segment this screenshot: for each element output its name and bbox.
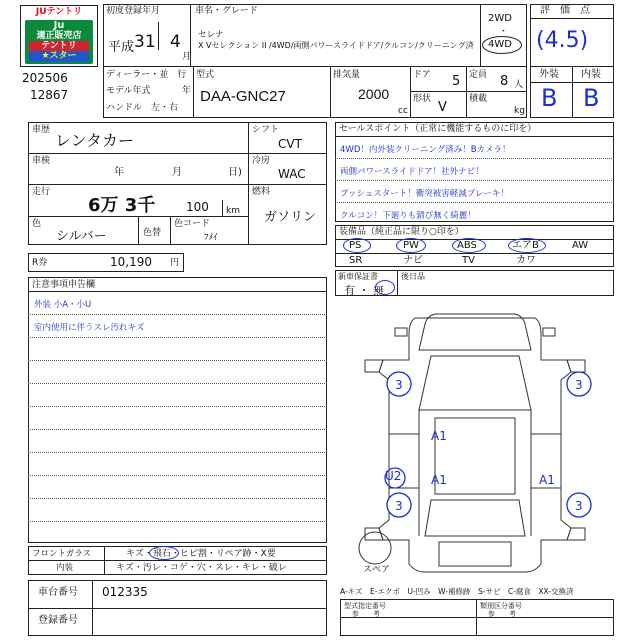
mark-rear-left: A1 bbox=[431, 473, 447, 487]
recycle-block bbox=[28, 253, 184, 272]
mark-wheel-rr: 3 bbox=[575, 499, 583, 513]
postfill-label: 後日品 bbox=[401, 272, 425, 281]
capacity-label: 定員 bbox=[469, 70, 488, 80]
note-line-1: 外装 小A・小U bbox=[34, 300, 92, 310]
interior-text: キズ・汚レ・コゲ・穴・スレ・キレ・破レ bbox=[116, 563, 287, 573]
mileage-label: 走行 bbox=[32, 187, 51, 197]
equip-sr: SR bbox=[349, 255, 363, 266]
drive-4wd: 4WD bbox=[488, 39, 512, 50]
equip-pw-circle bbox=[396, 238, 426, 253]
mark-rear-right: A1 bbox=[539, 473, 555, 487]
displacement-value: 2000 bbox=[358, 86, 390, 102]
ext-label: 外装 bbox=[539, 69, 559, 80]
equipment-label: 装備品（純正品に限り○印を） bbox=[339, 227, 464, 237]
logo-badge bbox=[25, 20, 93, 64]
recycle-value: 10,190 bbox=[110, 255, 152, 269]
legend-text: A-キズ E-エクボ U-凹み W-補修跡 S-サビ C-腐食 XX-交換済 bbox=[340, 587, 574, 596]
registration-era: 平成 bbox=[108, 40, 135, 55]
type-label: 型式 bbox=[196, 70, 215, 80]
eval-score: (4.5) bbox=[536, 28, 589, 53]
bonnet-outline bbox=[419, 314, 531, 350]
equip-pw: PW bbox=[403, 240, 419, 251]
glass-circle bbox=[149, 546, 179, 560]
drive-4wd-circle bbox=[482, 36, 522, 54]
mark-wheel-fr: 3 bbox=[575, 378, 583, 392]
recycle-label: R券 bbox=[32, 258, 48, 268]
color-change-label: 色替 bbox=[143, 228, 162, 238]
load-label: 積載 bbox=[469, 94, 488, 104]
sales-item-1: 4WD！内外装クリーニング済み！Bカメラ！ bbox=[340, 145, 511, 155]
equip-navi: ナビ bbox=[403, 255, 423, 266]
shaken-day: 日) bbox=[228, 167, 242, 178]
color-code-value: ﾌﾒｲ bbox=[204, 233, 218, 243]
fuel-label: 燃料 bbox=[252, 187, 271, 197]
color-label: 色 bbox=[32, 219, 42, 229]
auction-logo bbox=[20, 5, 98, 67]
mark-door-left: A1 bbox=[431, 429, 447, 443]
registration-month-unit: 月 bbox=[182, 52, 192, 62]
mark-wheel-rl: 3 bbox=[395, 499, 403, 513]
shift-value: CVT bbox=[278, 137, 302, 151]
capacity-value: 8 bbox=[500, 74, 509, 89]
ac-value: WAC bbox=[278, 167, 306, 181]
note-line-2: 室内使用に伴うスレ汚れキズ bbox=[34, 323, 145, 333]
glass-text: キズ・飛石・ヒビ割・リペア跡・X要 bbox=[126, 549, 276, 559]
shaken-month: 月 bbox=[172, 167, 182, 178]
capacity-unit: 人 bbox=[514, 80, 524, 90]
mileage-value: 6万 3千 bbox=[88, 195, 156, 216]
lot-number-2: 12867 bbox=[30, 88, 69, 102]
doors-label: ドア bbox=[413, 70, 431, 80]
car-diagram bbox=[335, 300, 615, 580]
shaken-year: 年 bbox=[114, 167, 124, 178]
logo-ju: Ju bbox=[53, 20, 65, 31]
chassis-label: 車台番号 bbox=[38, 587, 78, 598]
registration-label: 初度登録年月 bbox=[106, 6, 161, 16]
load-unit: kg bbox=[514, 106, 525, 116]
logo-top: JUテントリ bbox=[21, 6, 97, 19]
type-ref-label: 参 考 bbox=[352, 610, 380, 618]
recycle-unit: 円 bbox=[170, 258, 180, 268]
warranty-label: 新車保証書 bbox=[338, 272, 378, 281]
equip-abs-circle bbox=[452, 238, 486, 253]
plate-label: 登録番号 bbox=[38, 615, 78, 626]
equip-ps: PS bbox=[349, 240, 362, 251]
header-block bbox=[103, 4, 527, 118]
shape-value: V bbox=[438, 100, 447, 115]
equip-tv: TV bbox=[462, 255, 475, 266]
type-value: DAA-GNC27 bbox=[200, 88, 286, 105]
mileage-sub: 100 bbox=[186, 200, 209, 214]
equip-airbag-circle bbox=[508, 238, 546, 253]
logo-dealer: 適正販売店 bbox=[36, 31, 82, 41]
history-label: 車歴 bbox=[32, 125, 51, 135]
equip-leather: カワ bbox=[516, 255, 536, 266]
shaken-label: 車検 bbox=[32, 156, 51, 166]
equip-airbag: エアB bbox=[512, 240, 539, 251]
logo-tentori: テントリ bbox=[29, 41, 89, 51]
fuel-value: ガソリン bbox=[264, 210, 317, 225]
notes-block bbox=[28, 277, 327, 543]
spare-tire bbox=[359, 532, 391, 564]
interior-label: 内装 bbox=[56, 563, 74, 573]
history-value: レンタカー bbox=[55, 131, 134, 150]
chassis-value: 012335 bbox=[102, 585, 148, 599]
registration-month: 4 bbox=[170, 32, 181, 52]
drive-sep: ・ bbox=[499, 27, 509, 37]
shape-label: 形状 bbox=[413, 94, 432, 104]
warranty-value: 有 ・ 無 bbox=[344, 284, 384, 297]
warranty-circle bbox=[375, 280, 395, 295]
sales-item-3: プッシュスタート！衝突被害軽減ブレーキ！ bbox=[340, 189, 509, 199]
eval-label: 評 価 点 bbox=[540, 5, 590, 16]
shift-label: シフト bbox=[252, 125, 280, 135]
mark-wheel-fl: 3 bbox=[395, 378, 403, 392]
color-value: シルバー bbox=[56, 229, 107, 244]
int-label: 内装 bbox=[581, 69, 601, 80]
mileage-unit: km bbox=[226, 206, 240, 216]
equip-abs: ABS bbox=[457, 240, 477, 251]
handle-label: ハンドル 左・右 bbox=[106, 103, 179, 113]
model-name: セレナ bbox=[198, 30, 224, 40]
rear-window-outline bbox=[425, 500, 525, 536]
class-number-label: 類別区分番号 bbox=[480, 602, 522, 610]
glass-label: フロントガラス bbox=[32, 549, 91, 559]
roof-outline bbox=[435, 418, 515, 494]
ac-label: 冷房 bbox=[252, 156, 271, 166]
logo-star: ★スター bbox=[29, 51, 89, 62]
sales-label: セールスポイント（正常に機能するものに印を） bbox=[339, 124, 537, 134]
dealer-label: ディーラー・並 行 bbox=[106, 70, 187, 80]
sales-item-2: 両側パワースライドドア！社外ナビ！ bbox=[340, 167, 484, 177]
type-number-label: 型式指定番号 bbox=[344, 602, 386, 610]
spare-label: スペア bbox=[363, 565, 391, 575]
doors-value: 5 bbox=[452, 74, 461, 89]
displacement-label: 排気量 bbox=[333, 70, 361, 80]
model-year-label: モデル年式 bbox=[106, 86, 151, 96]
windshield-outline bbox=[419, 356, 531, 410]
registration-year: 31 bbox=[134, 32, 156, 52]
color-code-label: 色コード bbox=[174, 219, 211, 229]
mark-u2: U2 bbox=[385, 469, 402, 483]
lot-number-1: 202506 bbox=[22, 71, 68, 85]
displacement-unit: cc bbox=[398, 106, 408, 116]
ext-grade: B bbox=[541, 84, 558, 112]
grade-detail: X Vセレクション II /4WD/両側パワースライドドア/クルコン/クリーニング済 bbox=[198, 41, 474, 50]
grade-label: 車名・グレード bbox=[195, 6, 259, 16]
drive-2wd: 2WD bbox=[488, 13, 512, 24]
class-ref-label: 参 考 bbox=[488, 610, 516, 618]
tailgate-outline bbox=[439, 542, 511, 566]
model-year-unit: 年 bbox=[182, 86, 192, 96]
sales-item-4: クルコン！下廻りも錆び無く綺麗！ bbox=[340, 211, 476, 221]
equip-ps-circle bbox=[343, 238, 371, 253]
notes-label: 注意事項申告欄 bbox=[32, 280, 96, 290]
int-grade: B bbox=[583, 84, 600, 112]
equip-aw: AW bbox=[572, 240, 589, 251]
